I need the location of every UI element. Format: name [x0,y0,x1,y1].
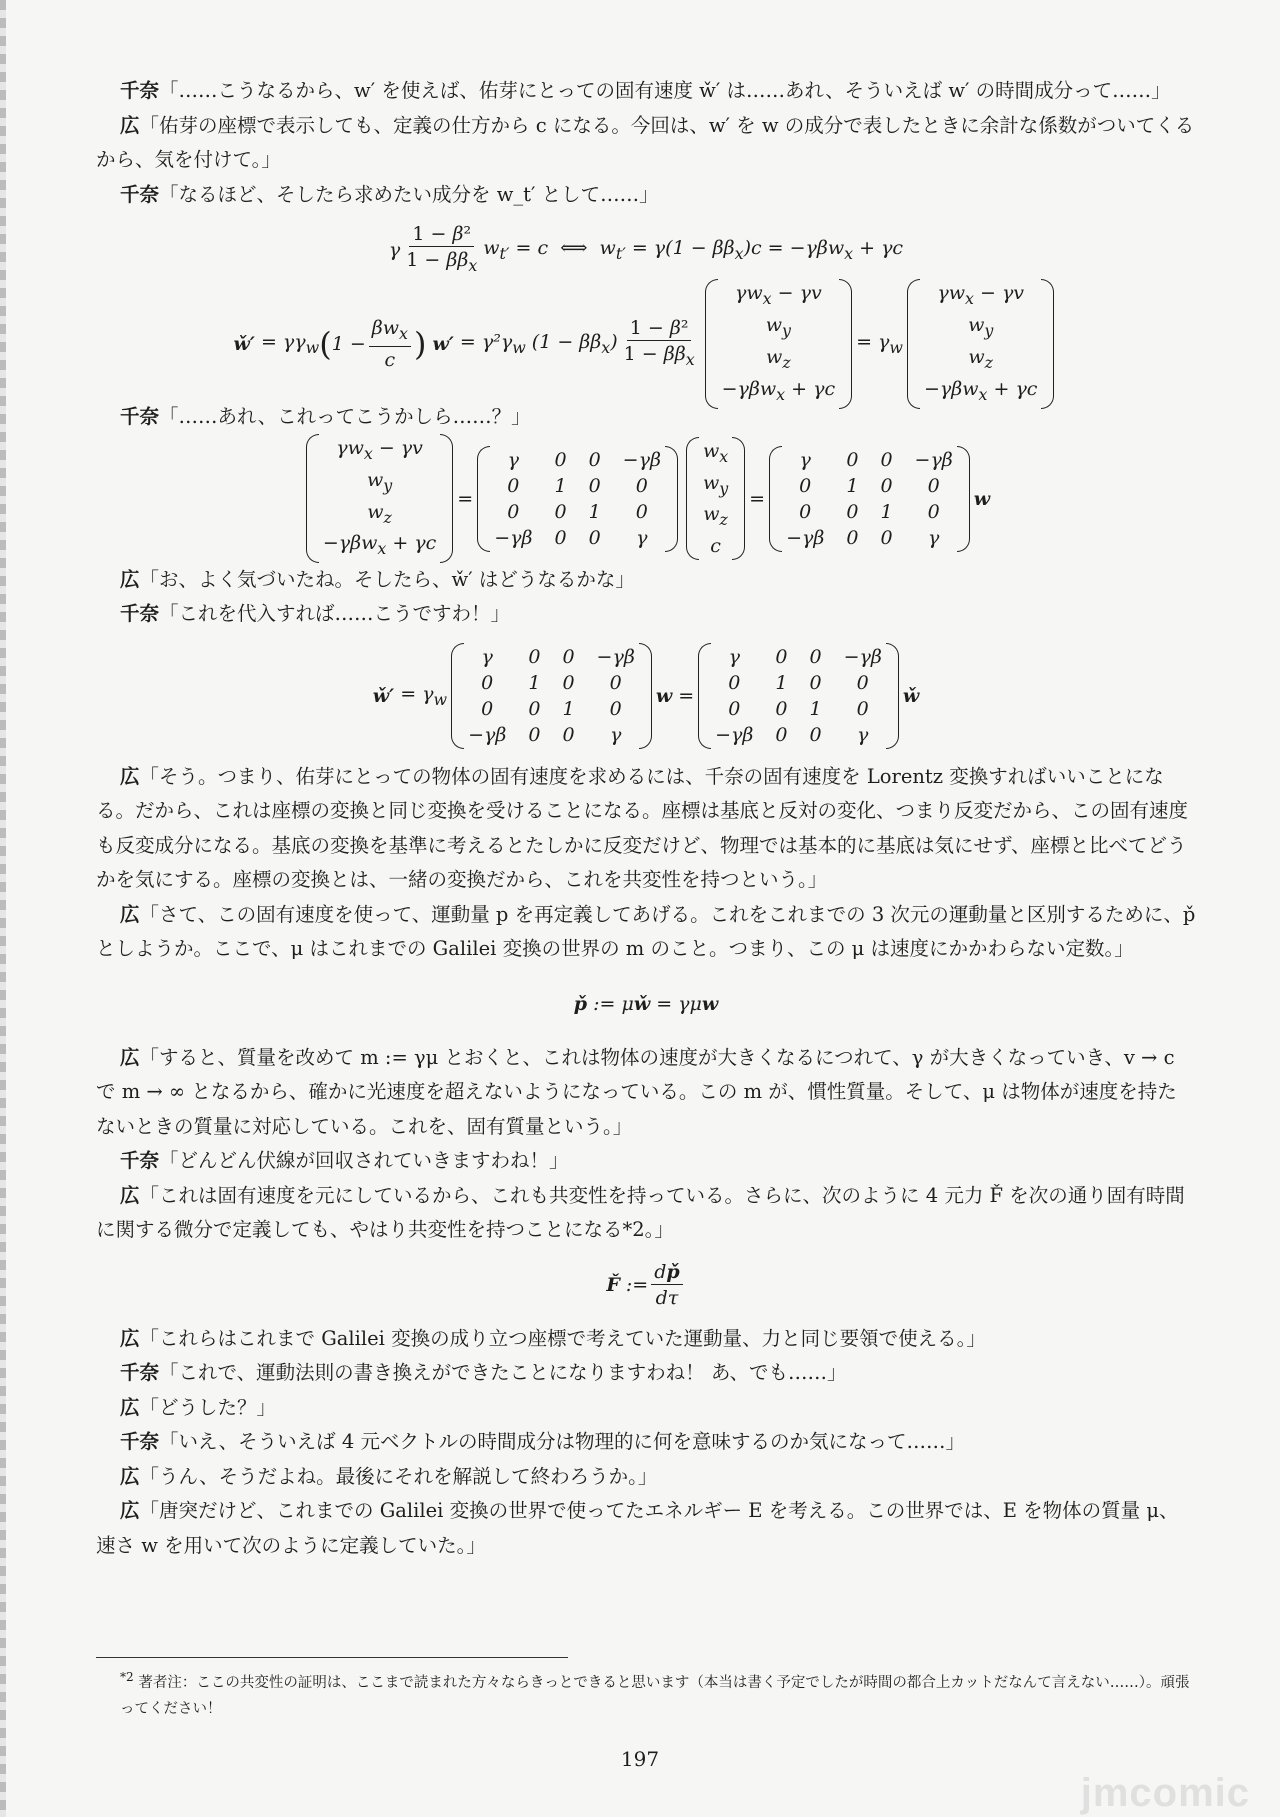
dialogue-line [96,1041,1196,1145]
vector-column: $\gamma w_x - \gamma v$ $w_y$ $w_z$ −γβw$_x$ + γc [306,434,453,563]
dialogue-text: 「これで、運動法則の書き換えができたことになりますわね！ あ、でも……」 [159,1361,847,1384]
equation-2: w̌′ = $\gamma\gamma_w$ ( 1 − $\frac{\beta w_x}{c}$ ) w′ = $\gamma^2\gamma_w$ $(1 - \beta\beta_x)$ $\frac{\text{1 − β²}}{1 - \beta\beta_x}$ $\gamma w_x - \gamma v$ $w_y$ $w_z$ −γβw$_x$ + γc = $\gamma_w$ $\gamma w_x - \gamma v$ $w_y$ $w_z$ −γβw$_x$ + γc [96,288,1196,400]
dialogue-text: 「これは固有速度を元にしているから、これも共変性を持っている。さらに、次のように 4 元力 F̌ を次の通り固有時間に関する微分で定義しても、やはり共変性を持つことになる*2。」 [96,1183,1185,1241]
dialogue-line [96,74,1196,109]
footnote-text: 著者注：ここの共変性の証明は、ここまで読まれた方々ならきっとできると思います（本当は書く予定でしたが時間の都合上カットだなんて言えない……）。頑張ってください！ [120,1674,1190,1717]
speaker-name: 広 [120,114,140,137]
dialogue-line [96,760,1196,898]
lorentz-matrix: γ 0 0 −γβ 0 1 0 0 0 0 1 0 −γβ 0 0 γ [769,446,970,552]
speaker-name: 広 [120,568,140,591]
dialogue-text: 「佑芽の座標で表示しても、定義の仕方から c になる。今回は、w′ を w の成分で表したときに余計な係数がついてくるから、気を付けて。」 [96,113,1195,171]
lorentz-matrix: γ 0 0 −γβ 0 1 0 0 0 0 1 0 −γβ 0 0 γ [451,643,652,749]
equation-3: $\gamma w_x - \gamma v$ $w_y$ $w_z$ −γβw$_x$ + γc = γ 0 0 −γβ 0 1 0 0 0 0 1 0 −γβ 0 0 γ $w_x$ $w_y$ $w_z$ c = γ 0 0 −γβ 0 1 0 0 0 0 1 0 −γβ 0 0 γ w [96,435,1196,563]
lorentz-matrix: γ 0 0 −γβ 0 1 0 0 0 0 1 0 −γβ 0 0 γ [698,643,899,749]
dialogue-text: 「いえ、そういえば 4 元ベクトルの時間成分は物理的に何を意味するのか気になって……」 [159,1430,965,1453]
speaker-name: 千奈 [120,603,160,625]
dialogue-text: 「すると、質量を改めて m := γμ とおくと、これは物体の速度が大きくなるにつれて、γ が大きくなっていき、v → c で m → ∞ となるから、確かに光速度を超えないようになっている。この m が、慣性質量。そして、μ は物体が速度を持たないときの質量に対応している。これを、固有質量という。」 [96,1045,1177,1138]
dialogue-text: 「唐突だけど、これまでの Galilei 変換の世界で使ってたエネルギー E を考える。この世界では、E を物体の質量 μ、速さ w を用いて次のように定義していた。」 [96,1499,1179,1557]
vector-column: $\gamma w_x - \gamma v$ $w_y$ $w_z$ −γβw$_x$ + γc [705,279,852,408]
watermark: jmcomic [1080,1771,1250,1815]
speaker-name: 広 [120,765,140,788]
dialogue-text: 「お、よく気づいたね。そしたら、w̌′ はどうなるかな」 [139,567,635,591]
equation-1: γ $\frac{\text{1 − β²}}{1 - \beta\beta_x}$ $w_{t'} = c$ ⟺ $w_{t'} = \gamma(1 - \beta\beta_x)c = -\gamma\beta w_x + \gamma c$ [388,223,904,275]
footnote-rule [96,1657,568,1658]
dialogue-line [96,109,1196,178]
page-number: 197 [620,1747,660,1771]
footnote [120,1664,1200,1722]
speaker-name: 広 [120,1500,140,1522]
speaker-name: 千奈 [120,1150,160,1172]
vector-column: $\gamma w_x - \gamma v$ $w_y$ $w_z$ −γβw$_x$ + γc [907,279,1054,408]
dialogue-line [96,1356,1196,1391]
dialogue-line [96,898,1196,967]
equation-6: F̌ := $\frac{dp̌}{d\tau}$ [96,1248,1196,1322]
dialogue-line [96,597,1196,632]
dialogue-text: 「これらはこれまで Galilei 変換の成り立つ座標で考えていた運動量、力と同じ要領で使える。」 [139,1326,986,1350]
equation-5: p̌ := μ w̌ = γμ w [573,992,719,1015]
dialogue-text: 「なるほど、そしたら求めたい成分を w_t′ として……」 [159,182,659,206]
speaker-name: 広 [120,1465,140,1488]
speaker-name: 千奈 [120,183,160,206]
speaker-name: 広 [120,1396,140,1419]
dialogue-line [96,1179,1196,1248]
dialogue-line [96,1322,1196,1357]
dialogue-line [96,178,1196,213]
dialogue-text: 「どうした？」 [139,1395,277,1419]
dialogue-text: 「さて、この固有速度を使って、運動量 p を再定義してあげる。これをこれまでの 3 次元の運動量と区別するために、p̌ としようか。ここで、μ はこれまでの Galilei 変換の世界の m のこと。つまり、この μ は速度にかかわらない定数。」 [96,902,1196,960]
speaker-name: 千奈 [120,1362,160,1384]
dialogue-text: 「……こうなるから、w′ を使えば、佑芽にとっての固有速度 w̌′ は……あれ、そういえば w′ の時間成分って……」 [159,79,1171,102]
vector-column: $w_x$ $w_y$ $w_z$ c [686,437,745,560]
dialogue-line [96,563,1196,598]
dialogue-line [96,1391,1196,1426]
speaker-name: 広 [120,1184,140,1207]
binding-edge [0,0,6,1817]
speaker-name: 千奈 [120,406,160,428]
dialogue-text: 「うん、そうだよね。最後にそれを解説して終わろうか。」 [139,1464,658,1488]
dialogue-line [96,1425,1196,1460]
lorentz-matrix: γ 0 0 −γβ 0 1 0 0 0 0 1 0 −γβ 0 0 γ [477,446,678,552]
equation-4: w̌′ = $\gamma_w$ γ 0 0 −γβ 0 1 0 0 0 0 1 0 −γβ 0 0 γ w = γ 0 0 −γβ 0 1 0 0 0 0 1 0 −γβ 0 0 γ w̌ [96,632,1196,760]
footnote-mark: *2 [120,1670,134,1684]
speaker-name: 広 [120,903,140,926]
dialogue-text: 「どんどん伏線が回収されていきますわね！」 [159,1149,569,1172]
dialogue-line [96,1460,1196,1495]
dialogue-line [96,1144,1196,1179]
speaker-name: 千奈 [120,80,160,102]
dialogue-line [96,1494,1196,1563]
dialogue-text: 「……あれ、これってこうかしら……？」 [159,405,531,428]
speaker-name: 広 [120,1046,140,1069]
dialogue-text: 「これを代入すれば……こうですわ！」 [159,602,511,625]
speaker-name: 千奈 [120,1431,160,1453]
main-text [96,74,1196,1563]
speaker-name: 広 [120,1327,140,1350]
dialogue-text: 「そう。つまり、佑芽にとっての物体の固有速度を求めるには、千奈の固有速度を Lorentz 変換すればいいことになる。だから、これは座標の変換と同じ変換を受けることになる。座標は基底と反対の変化、つまり反変だから、この固有速度も反変成分になる。基底の変換を基準に考えるとたしかに反変だけど、物理では基本的に基底は気にせず、座標と比べてどうかを気にする。座標の変換とは、一緒の変換だから、これを共変性を持つという。」 [96,764,1189,891]
